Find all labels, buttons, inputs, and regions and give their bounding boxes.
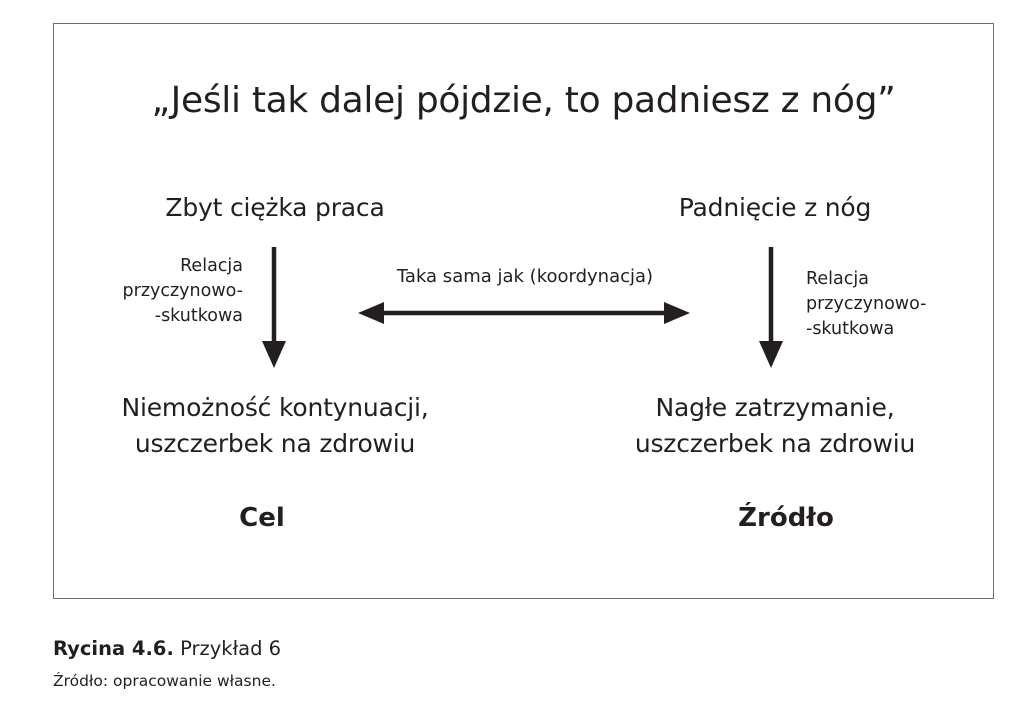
figure-caption [53,637,281,660]
figure-caption-label: Rycina 4.6. [53,637,174,660]
source-role-label: Źródło [738,503,834,533]
coordination-label: Taka sama jak (koordynacja) [396,266,654,287]
right-bottom-node [590,390,960,462]
left-relation-line-2: przyczynowo- [122,281,243,301]
left-top-node: Zbyt ciężka praca [165,193,385,222]
figure-caption-text: Przykład 6 [173,637,282,660]
left-relation-line-3: -skutkowa [154,306,243,326]
left-bottom-line-2: uszczerbek na zdrowiu [134,429,416,458]
left-relation-line-1: Relacja [180,256,243,276]
diagram-title: „Jeśli tak dalej pójdzie, to padniesz z nóg” [151,80,896,121]
right-relation-line-1: Relacja [806,269,869,289]
right-bottom-line-2: uszczerbek na zdrowiu [634,429,916,458]
right-relation-line-3: -skutkowa [806,319,895,339]
target-role-label: Cel [239,503,285,533]
right-causal-arrow [759,247,783,368]
coordination-double-arrow [358,302,690,324]
right-top-node: Padnięcie z nóg [678,193,872,222]
right-bottom-line-1: Nagłe zatrzymanie, [655,393,895,422]
figure-source: Źródło: opracowanie własne. [53,672,276,690]
left-causal-arrow [262,247,286,368]
right-relation-line-2: przyczynowo- [806,294,927,314]
left-bottom-line-1: Niemożność kontynuacji, [121,393,429,422]
left-bottom-node [80,390,470,462]
